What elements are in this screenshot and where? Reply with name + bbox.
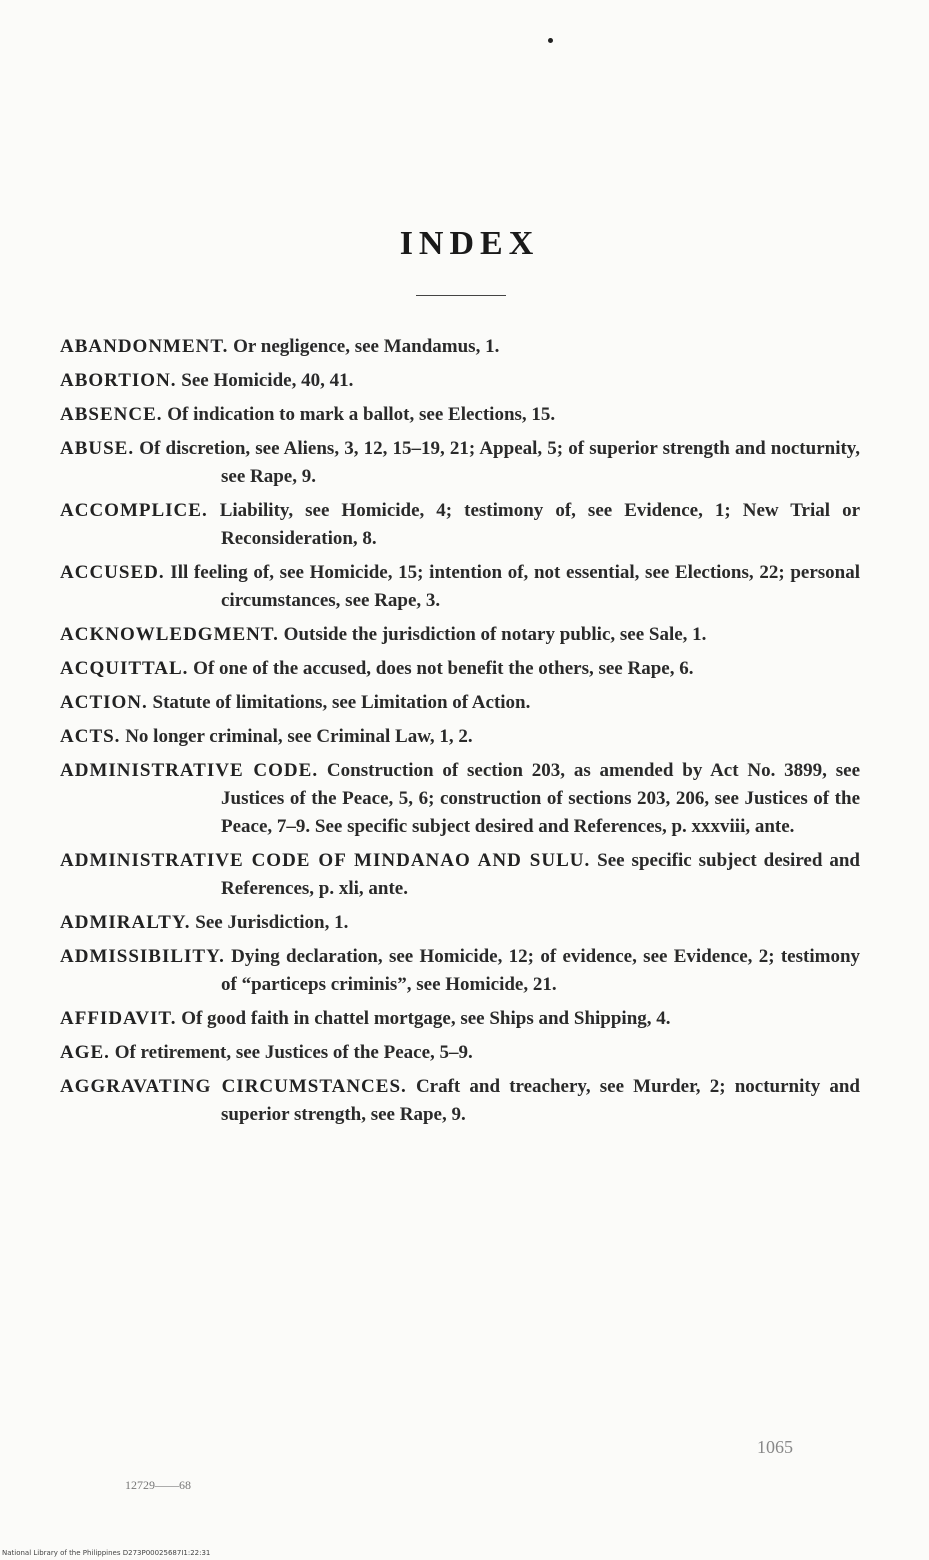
entry-text: Of one of the accused, does not benefit the others, see Rape, 6. (193, 658, 694, 679)
entry-heading: ACTION. (60, 692, 148, 713)
entry-text: Craft and treachery, see Murder, 2; nocturnity and superior strength, see Rape, 9. (221, 1076, 860, 1125)
entry-heading: ABANDONMENT. (60, 336, 229, 357)
entry-text: Liability, see Homicide, 4; testimony of, see Evidence, 1; New Trial or Reconsideration, 8. (219, 500, 860, 549)
entry-heading: AFFIDAVIT. (60, 1008, 177, 1029)
index-entry (60, 943, 860, 999)
entry-text: Of good faith in chattel mortgage, see Ships and Shipping, 4. (181, 1008, 671, 1029)
entry-text: Dying declaration, see Homicide, 12; of evidence, see Evidence, 2; testimony of “particeps criminis”, see Homicide, 21. (221, 946, 861, 995)
index-entry (60, 1039, 860, 1067)
index-entry (60, 723, 860, 751)
entry-text: Statute of limitations, see Limitation of Action. (152, 692, 531, 713)
entry-heading: ADMINISTRATIVE CODE OF MINDANAO AND SULU. (60, 850, 591, 871)
entry-heading: ADMIRALTY. (60, 912, 191, 933)
entry-text: See Homicide, 40, 41. (181, 370, 354, 391)
index-entries (60, 333, 860, 1135)
index-entry (60, 435, 860, 491)
entry-text: See specific subject desired and References, p. xli, ante. (221, 850, 861, 899)
entry-text: Or negligence, see Mandamus, 1. (233, 336, 500, 357)
index-entry (60, 367, 860, 395)
entry-text: Of indication to mark a ballot, see Elections, 15. (167, 404, 556, 425)
entry-heading: ACKNOWLEDGMENT. (60, 624, 279, 645)
entry-heading: AGE. (60, 1042, 110, 1063)
entry-heading: ABUSE. (60, 438, 135, 459)
index-entry (60, 621, 860, 649)
entry-heading: ACCUSED. (60, 562, 165, 583)
printer-signature: 12729——68 (125, 1478, 191, 1492)
entry-heading: AGGRAVATING CIRCUMSTANCES. (60, 1076, 407, 1097)
index-entry (60, 655, 860, 683)
entry-text: Outside the jurisdiction of notary public, see Sale, 1. (283, 624, 707, 645)
index-entry (60, 689, 860, 717)
entry-text: Construction of section 203, as amended by Act No. 3899, see Justices of the Peace, 5, 6; construction of sections 203, 206, see Justices of the Peace, 7–9. See specific subject desired and References, p. xxxviii, ante. (221, 760, 861, 837)
entry-text: Of discretion, see Aliens, 3, 12, 15–19, 21; Appeal, 5; of superior strength and nocturnity, see Rape, 9. (139, 438, 860, 487)
index-entry (60, 401, 860, 429)
index-entry (60, 333, 860, 361)
scan-footer: National Library of the Philippines D273P00025687I1:22:31 (2, 1549, 211, 1557)
index-entry (60, 909, 860, 937)
entry-heading: ADMINISTRATIVE CODE. (60, 760, 319, 781)
index-entry (60, 497, 860, 553)
entry-heading: ACQUITTAL. (60, 658, 189, 679)
ink-dot (548, 38, 553, 43)
entry-heading: ADMISSIBILITY. (60, 946, 225, 967)
index-entry (60, 757, 860, 841)
entry-text: Of retirement, see Justices of the Peace, 5–9. (114, 1042, 473, 1063)
page-number: 1065 (757, 1437, 793, 1457)
index-entry (60, 847, 860, 903)
entry-text: No longer criminal, see Criminal Law, 1, 2. (125, 726, 473, 747)
entry-text: See Jurisdiction, 1. (195, 912, 349, 933)
entry-heading: ACTS. (60, 726, 121, 747)
index-entry (60, 1073, 860, 1129)
entry-text: Ill feeling of, see Homicide, 15; intention of, not essential, see Elections, 22; personal circumstances, see Rape, 3. (170, 562, 860, 611)
index-entry (60, 1005, 860, 1033)
entry-heading: ABORTION. (60, 370, 177, 391)
page-title: INDEX (399, 225, 540, 262)
entry-heading: ACCOMPLICE. (60, 500, 208, 521)
title-rule (416, 295, 506, 296)
entry-heading: ABSENCE. (60, 404, 163, 425)
index-entry (60, 559, 860, 615)
